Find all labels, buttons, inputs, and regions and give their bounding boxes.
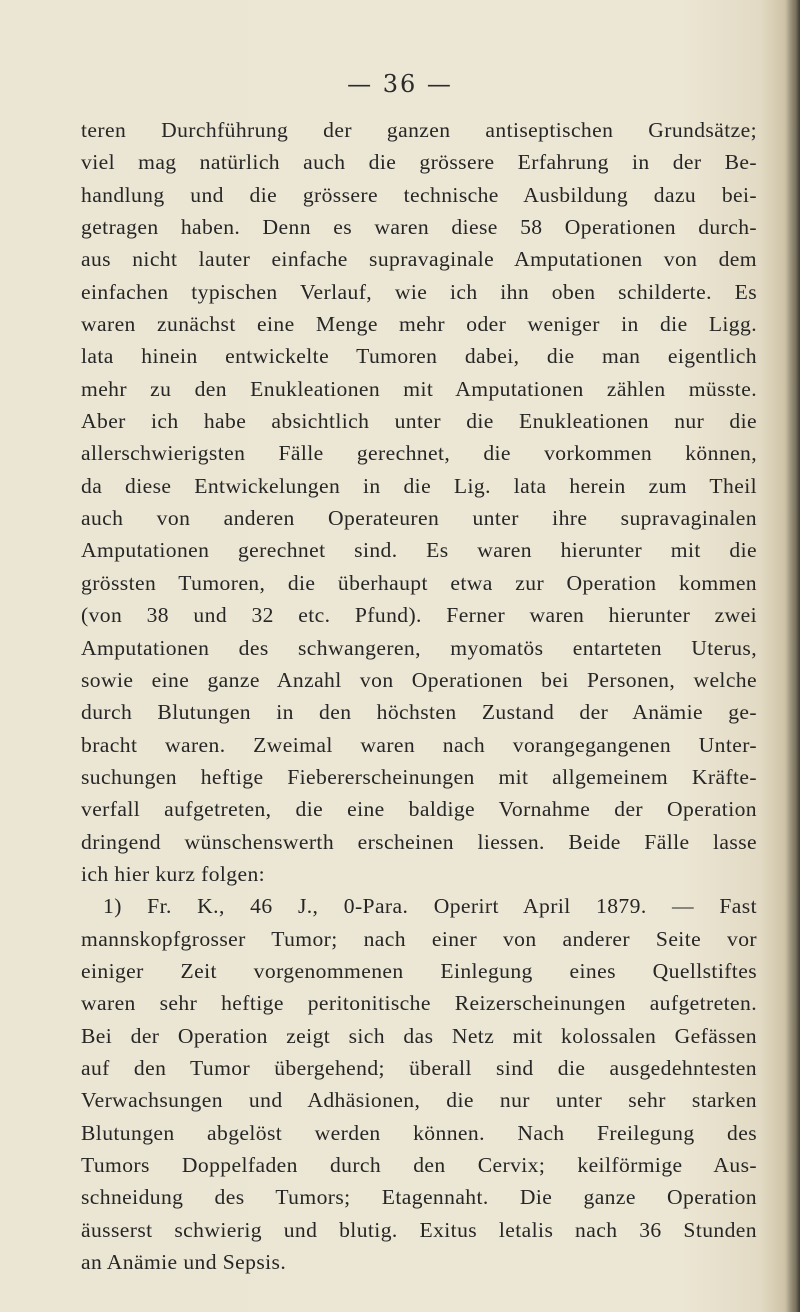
text-line: aus nicht lauter einfache supravaginale Amputationen von dem [81,247,757,272]
text-line: mannskopfgrosser Tumor; nach einer von anderer Seite vor [81,926,757,951]
text-line: auch von anderen Operateuren unter ihre supravaginalen [81,506,757,531]
body-text [81,114,757,1278]
text-line: Amputationen des schwangeren, myomatös entarteten Uterus, [81,635,757,660]
text-line: waren zunächst eine Menge mehr oder weniger in die Ligg. [81,312,757,337]
text-line: Verwachsungen und Adhäsionen, die nur unter sehr starken [81,1088,757,1113]
text-line: handlung und die grössere technische Ausbildung dazu bei- [81,182,757,207]
text-line: äusserst schwierig und blutig. Exitus letalis nach 36 Stunden [81,1217,757,1242]
text-line: schneidung des Tumors; Etagennaht. Die ganze Operation [81,1185,757,1210]
text-line: Bei der Operation zeigt sich das Netz mit kolossalen Gefässen [81,1023,757,1048]
page-edge-shadow [786,0,800,1312]
text-line: suchungen heftige Fiebererscheinungen mit allgemeinem Kräfte- [81,764,757,789]
text-line: Tumors Doppelfaden durch den Cervix; keilförmige Aus- [81,1153,757,1177]
text-line: an Anämie und Sepsis. [81,1250,287,1275]
text-line: getragen haben. Denn es waren diese 58 Operationen durch- [81,215,757,240]
text-line: verfall aufgetreten, die eine baldige Vornahme der Operation [81,797,757,822]
text-line: mehr zu den Enukleationen mit Amputationen zählen müsste. [81,376,757,401]
text-line: viel mag natürlich auch die grössere Erfahrung in der Be- [81,150,757,175]
text-line: allerschwierigsten Fälle gerechnet, die vorkommen können, [81,441,757,466]
text-line: bracht waren. Zweimal waren nach vorangegangenen Unter- [81,732,757,757]
text-line: einfachen typischen Verlauf, wie ich ihn oben schilderte. Es [81,279,757,304]
text-line: Amputationen gerechnet sind. Es waren hierunter mit die [81,538,757,563]
page-number-header: — 36 — [347,70,453,98]
text-line: 1) Fr. K., 46 J., 0-Para. Operirt April 1879. — Fast [103,894,757,919]
text-line: Aber ich habe absichtlich unter die Enukleationen nur die [81,409,757,434]
text-line: teren Durchführung der ganzen antiseptischen Grundsätze; [81,118,757,142]
text-line: waren sehr heftige peritonitische Reizerscheinungen aufgetreten. [81,991,757,1016]
text-line: (von 38 und 32 etc. Pfund). Ferner waren hierunter zwei [81,603,757,628]
text-line: sowie eine ganze Anzahl von Operationen bei Personen, welche [81,667,757,692]
text-line: dringend wünschenswerth erscheinen liessen. Beide Fälle lasse [81,829,757,854]
text-line: lata hinein entwickelte Tumoren dabei, die man eigentlich [81,344,757,369]
text-line: ich hier kurz folgen: [81,861,266,886]
text-line: auf den Tumor übergehend; überall sind die ausgedehntesten [81,1055,757,1080]
text-line: durch Blutungen in den höchsten Zustand der Anämie ge- [81,700,757,725]
text-line: einiger Zeit vorgenommenen Einlegung eines Quellstiftes [81,958,757,983]
text-line: da diese Entwickelungen in die Lig. lata herein zum Theil [81,473,757,498]
text-line: Blutungen abgelöst werden können. Nach Freilegung des [81,1120,757,1145]
text-line: grössten Tumoren, die überhaupt etwa zur Operation kommen [81,570,757,595]
